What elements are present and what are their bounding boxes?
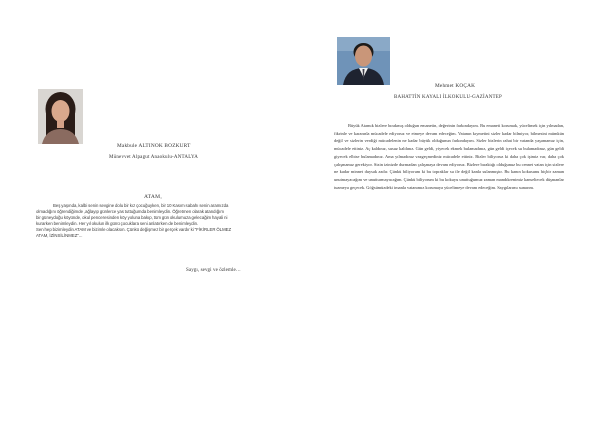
- letter-heading: ATAM,: [144, 194, 163, 200]
- author-school: Münevvet Alpagut Anaokulu-ANTALYA: [109, 155, 199, 160]
- letter-line: olmadığını öğrendiğimde ,ağlayıp günlerce yas tuttuğumda benimleydin. Öğretmen olarak atandığım: [36, 209, 224, 215]
- letter-line: kurarken benimleydin. Her yıl okulun ilk günü çocuklara seni anlatırken de benimleydin.: [36, 221, 199, 227]
- portrait-man-photo: [337, 37, 390, 85]
- signoff: Saygı, sevgi ve özlemle…: [186, 268, 241, 273]
- author-school: BAHATTİN KAYALI İLKOKULU-GAZİANTEP: [394, 95, 502, 100]
- letter-paragraph: Büyük Atamık bizlere bırakmış olduğun emanetin, değerinin farkındayım. Bu emaneti korumak, yüceltmek için yılmadan, fikrinle ve kararınla mücadele ediyoruz ve etmeye devam edeceğim. Vatanın kıymetini sizler kadar bilmiyor, bilmesini mümkün değil ve sizlerin verdiği mücadelenin ne kadar büyük olduğunun farkındayım. Sizler bizlerin rahat bir vatanda yaşamamız için, mücadele ettiniz. Aç kaldınız, susuz kaldınız. Gün geldi, yiyecek ekmek bulamadınız, gün geldi içecek su bulamadınız, gün geldi giyecek elbise bulamadınız. Ama yılmadınız vazgeçmediniz mücadele ettiniz. Bizler biliyoruz ki daha çok işimiz var, daha çok çalışmamız gerekiyor. Sizin izinizde durmadan çalışmaya devam ediyoruz. Bizlere bıraktığı olduğunuz bu cennet vatan için sizlere ne kadar minnet duysak azdır. Çünkü biliyorum ki bu topraklar su ile değil kanla sulanmıştır. Bu kanın kokusunu hiçbir zaman unutmayacağım ve unutturmayacağım. Çünkü biliyorum ki bu kokuyu unuttuğumuz zaman mandıkrenimiz kanseltecek düşmanlar tuzmeya geçecek. Göğsümüzdeki imanla vatanımız korumaya yüceltmeye devam edeceğim. Saygılarımı sunarım.: [334, 123, 564, 190]
- letter-body: [334, 122, 564, 191]
- letter-line: Sen hep bizimleydin ATAM ve bizimle olacaksın. Çünkü değişmez bir gerçek vardır ki "FİKİRLER ÖLMEZ: [36, 227, 232, 233]
- author-name: Mehmet KOÇAK: [435, 83, 476, 89]
- portrait-woman-photo: [38, 89, 83, 144]
- letter-line: bir güneydoğu köyünde, okul penceresinden köy yoluna bakıp, tüm gün okulumuza gelecağim hayali ni: [36, 215, 228, 221]
- right-page: [300, 0, 600, 424]
- author-name: Makbule ALTINOK BOZKURT: [117, 143, 191, 149]
- letter-line: ATAM, İZİNSİLİNMEZ"...: [36, 233, 83, 239]
- letter-line: Beş yaşında, kalbi senin sevgine dolu bir kız çocuğuyken, bir 10 Kasım sabahı senin aramızda: [53, 203, 229, 208]
- letter-body: [36, 203, 298, 240]
